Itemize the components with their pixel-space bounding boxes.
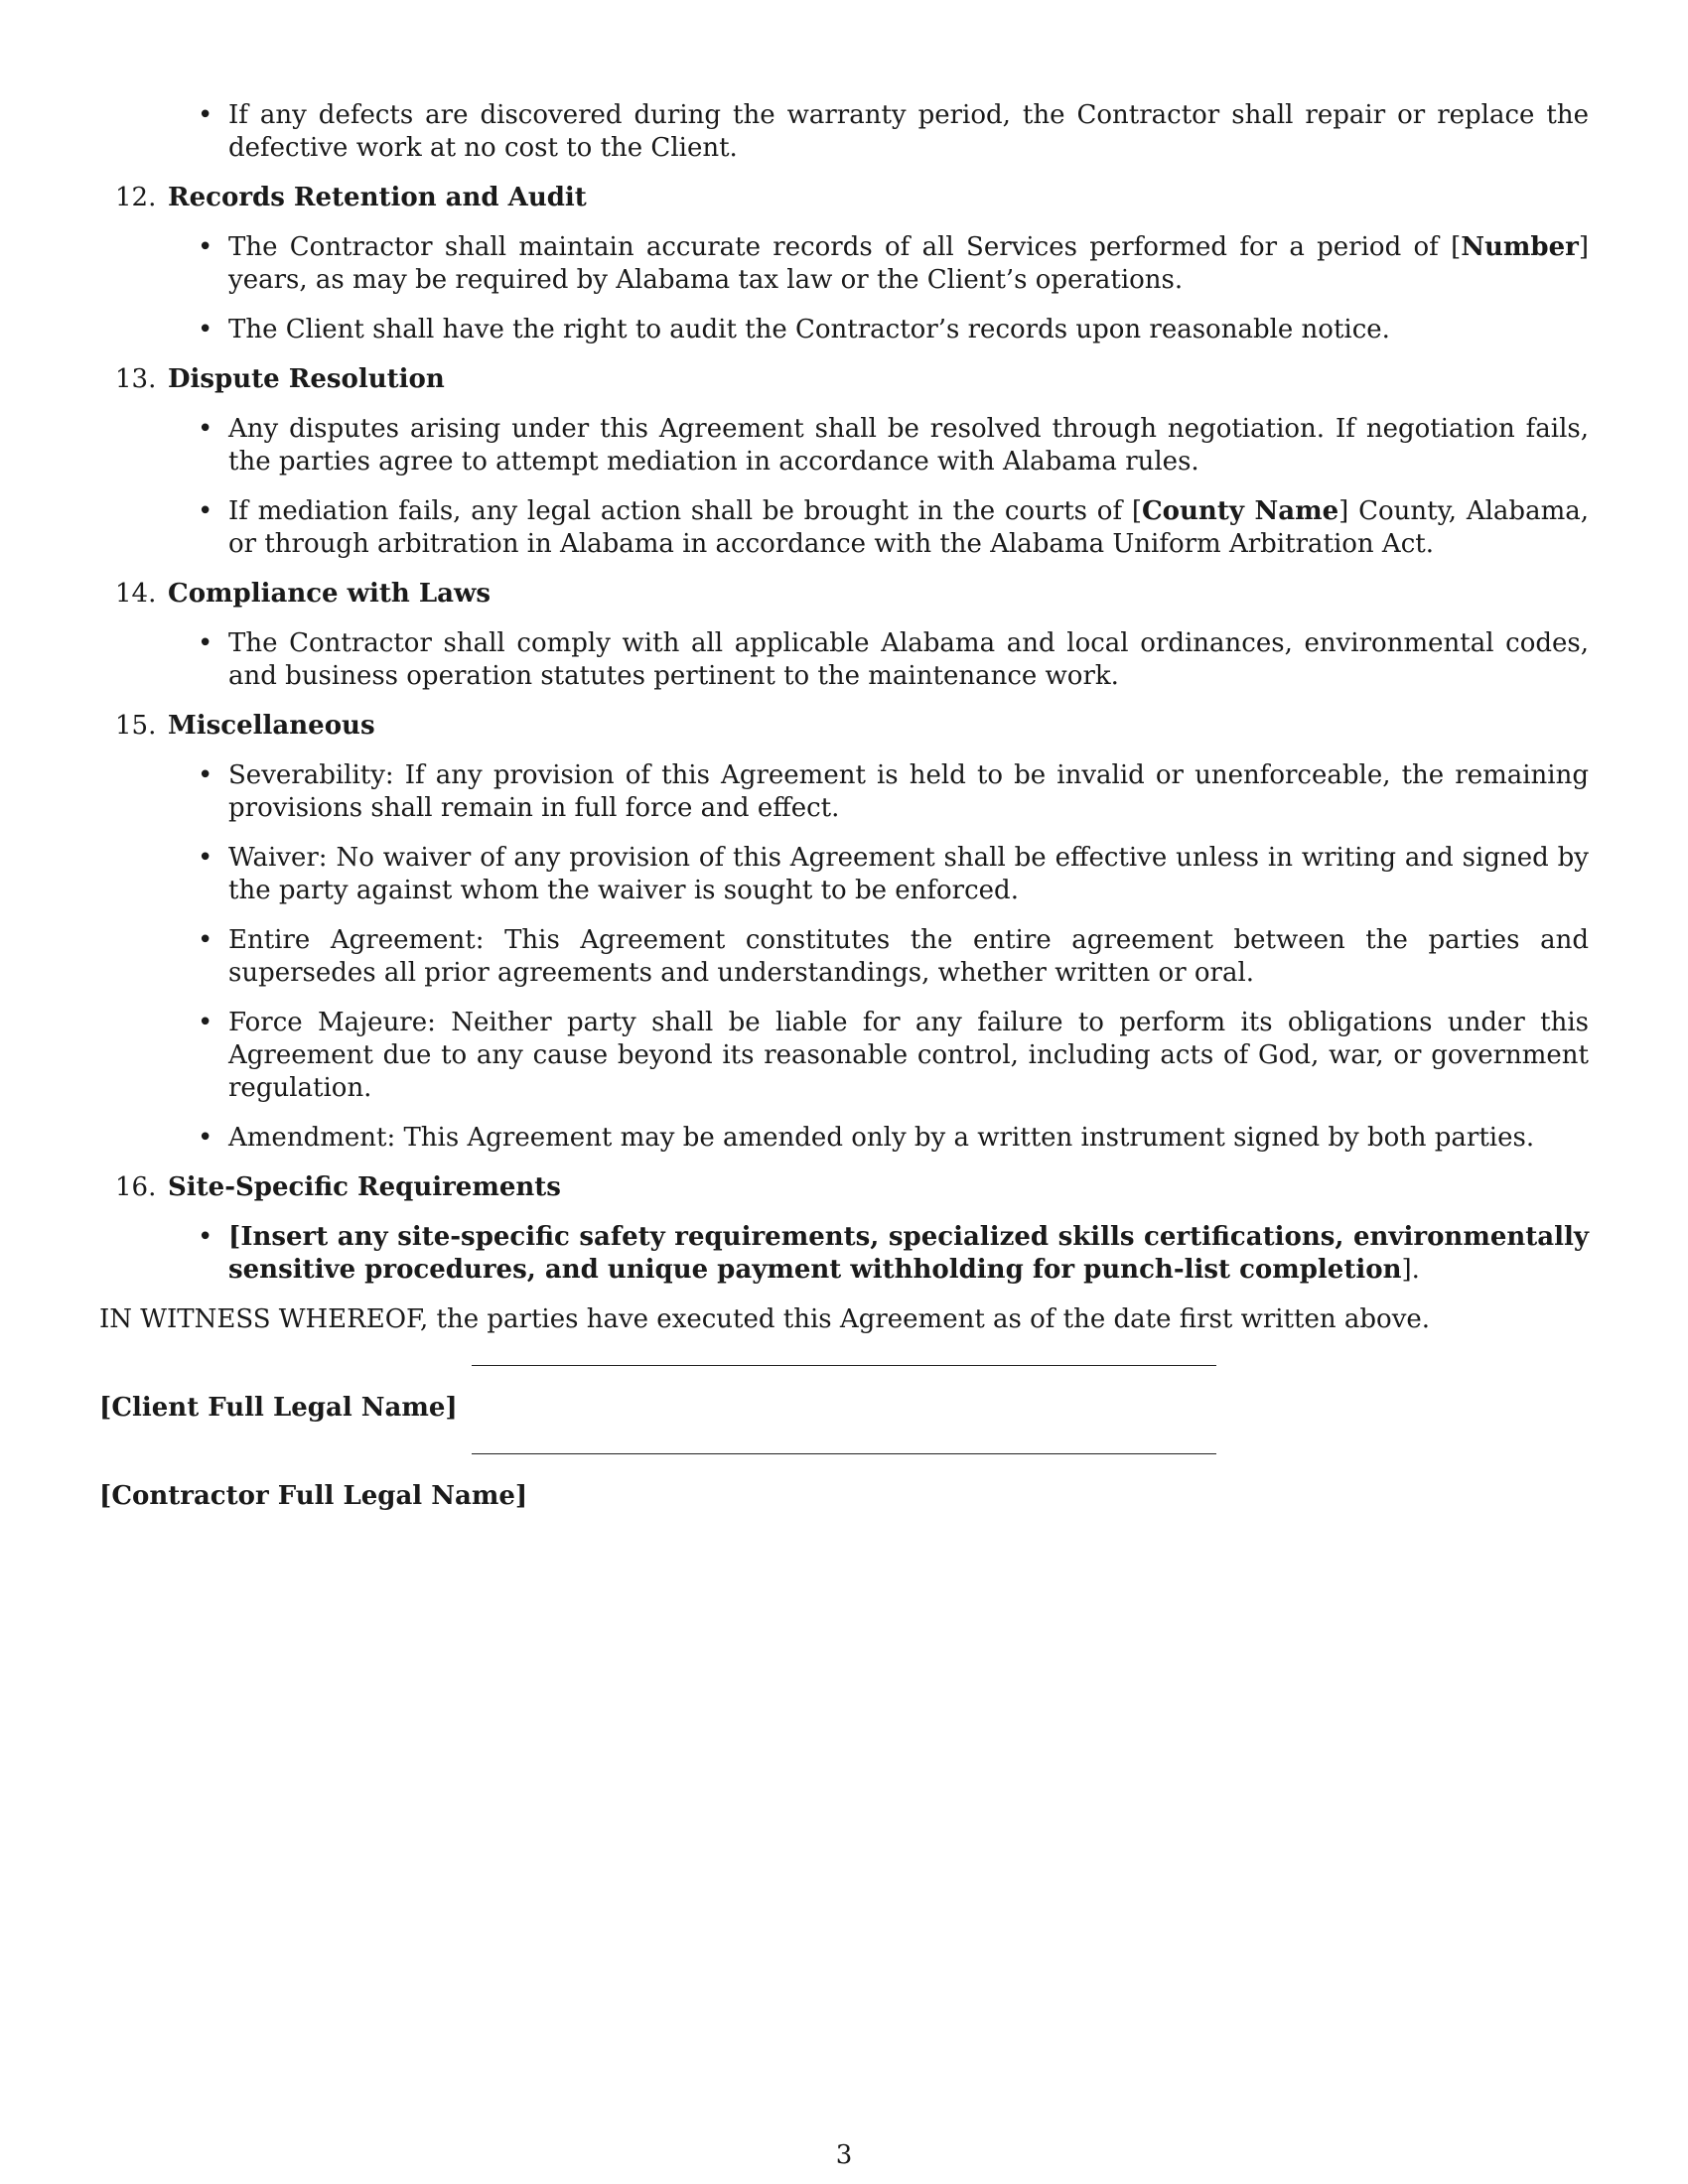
- warranty-defects-bullet: • If any defects are discovered during the warranty period, the Contractor shall repair or replace the defective work at no cost to the Client.: [99, 99, 1589, 165]
- section-number: 15.: [115, 711, 157, 741]
- force-majeure-bullet: • Force Majeure: Neither party shall be liable for any failure to perform its obligations under this Agreement due to any cause beyond its reasonable control, including acts of God, war, or government regulation.: [99, 1007, 1589, 1105]
- section-number: 13.: [115, 364, 157, 394]
- client-name-block: [Client Full Legal Name]: [99, 1393, 458, 1423]
- section-number: 16.: [115, 1172, 157, 1202]
- section-title: Compliance with Laws: [168, 579, 492, 609]
- section-title: Records Retention and Audit: [168, 183, 587, 212]
- section-title: Dispute Resolution: [168, 364, 445, 394]
- records-bullet: • The Contractor shall maintain accurate records of all Services performed for a period of [Number] years, as may be required by Alabama tax law or the Client’s operations.: [99, 231, 1589, 297]
- document-page: [99, 99, 1589, 1513]
- page-number: 3: [835, 2140, 853, 2170]
- section-12-heading: [99, 182, 1589, 214]
- waiver-bullet: • Waiver: No waiver of any provision of this Agreement shall be effective unless in writing and signed by the party against whom the waiver is sought to be enforced.: [99, 842, 1589, 907]
- amendment-bullet: • Amendment: This Agreement may be amended only by a written instrument signed by both parties.: [99, 1122, 1589, 1155]
- contractor-signature-line[interactable]: [472, 1453, 1216, 1454]
- entire-agreement-bullet: • Entire Agreement: This Agreement constitutes the entire agreement between the parties and supersedes all prior agreements and understandings, whether written or oral.: [99, 924, 1589, 990]
- section-13-heading: [99, 363, 1589, 396]
- section-14-heading: [99, 578, 1589, 611]
- placeholder-site-requirements: Insert any site-specific safety requirements, specialized skills certifications, environmentally sensitive procedures, and unique payment withholding for punch-list completion: [228, 1222, 1589, 1285]
- section-title: Site-Specific Requirements: [168, 1172, 561, 1202]
- placeholder-number: Number: [1461, 232, 1579, 262]
- section-title: Miscellaneous: [168, 711, 375, 741]
- placeholder-county-name: County Name: [1141, 496, 1339, 526]
- section-16-heading: [99, 1171, 1589, 1204]
- client-signature-line[interactable]: [472, 1365, 1216, 1366]
- section-15-heading: [99, 710, 1589, 743]
- audit-bullet: • The Client shall have the right to audit the Contractor’s records upon reasonable notice.: [99, 314, 1589, 346]
- contractor-name-block: [Contractor Full Legal Name]: [99, 1481, 528, 1511]
- site-specific-bullet: • [Insert any site-specific safety requirements, specialized skills certifications, environmentally sensitive procedures, and unique payment withholding for punch-list completion].: [99, 1221, 1589, 1287]
- negotiation-bullet: • Any disputes arising under this Agreement shall be resolved through negotiation. If negotiation fails, the parties agree to attempt mediation in accordance with Alabama rules.: [99, 413, 1589, 478]
- section-number: 14.: [115, 579, 157, 609]
- witness-clause: IN WITNESS WHEREOF, the parties have executed this Agreement as of the date first written above.: [99, 1304, 1431, 1334]
- contractor-name-placeholder: Contractor Full Legal Name: [111, 1481, 515, 1511]
- client-name-placeholder: Client Full Legal Name: [111, 1393, 446, 1423]
- mediation-bullet: • If mediation fails, any legal action shall be brought in the courts of [County Name] County, Alabama, or through arbitration in Alabama in accordance with the Alabama Uniform Arbitration Act.: [99, 495, 1589, 561]
- compliance-bullet: • The Contractor shall comply with all applicable Alabama and local ordinances, environmental codes, and business operation statutes pertinent to the maintenance work.: [99, 627, 1589, 693]
- severability-bullet: • Severability: If any provision of this Agreement is held to be invalid or unenforceable, the remaining provisions shall remain in full force and effect.: [99, 759, 1589, 825]
- section-number: 12.: [115, 183, 157, 212]
